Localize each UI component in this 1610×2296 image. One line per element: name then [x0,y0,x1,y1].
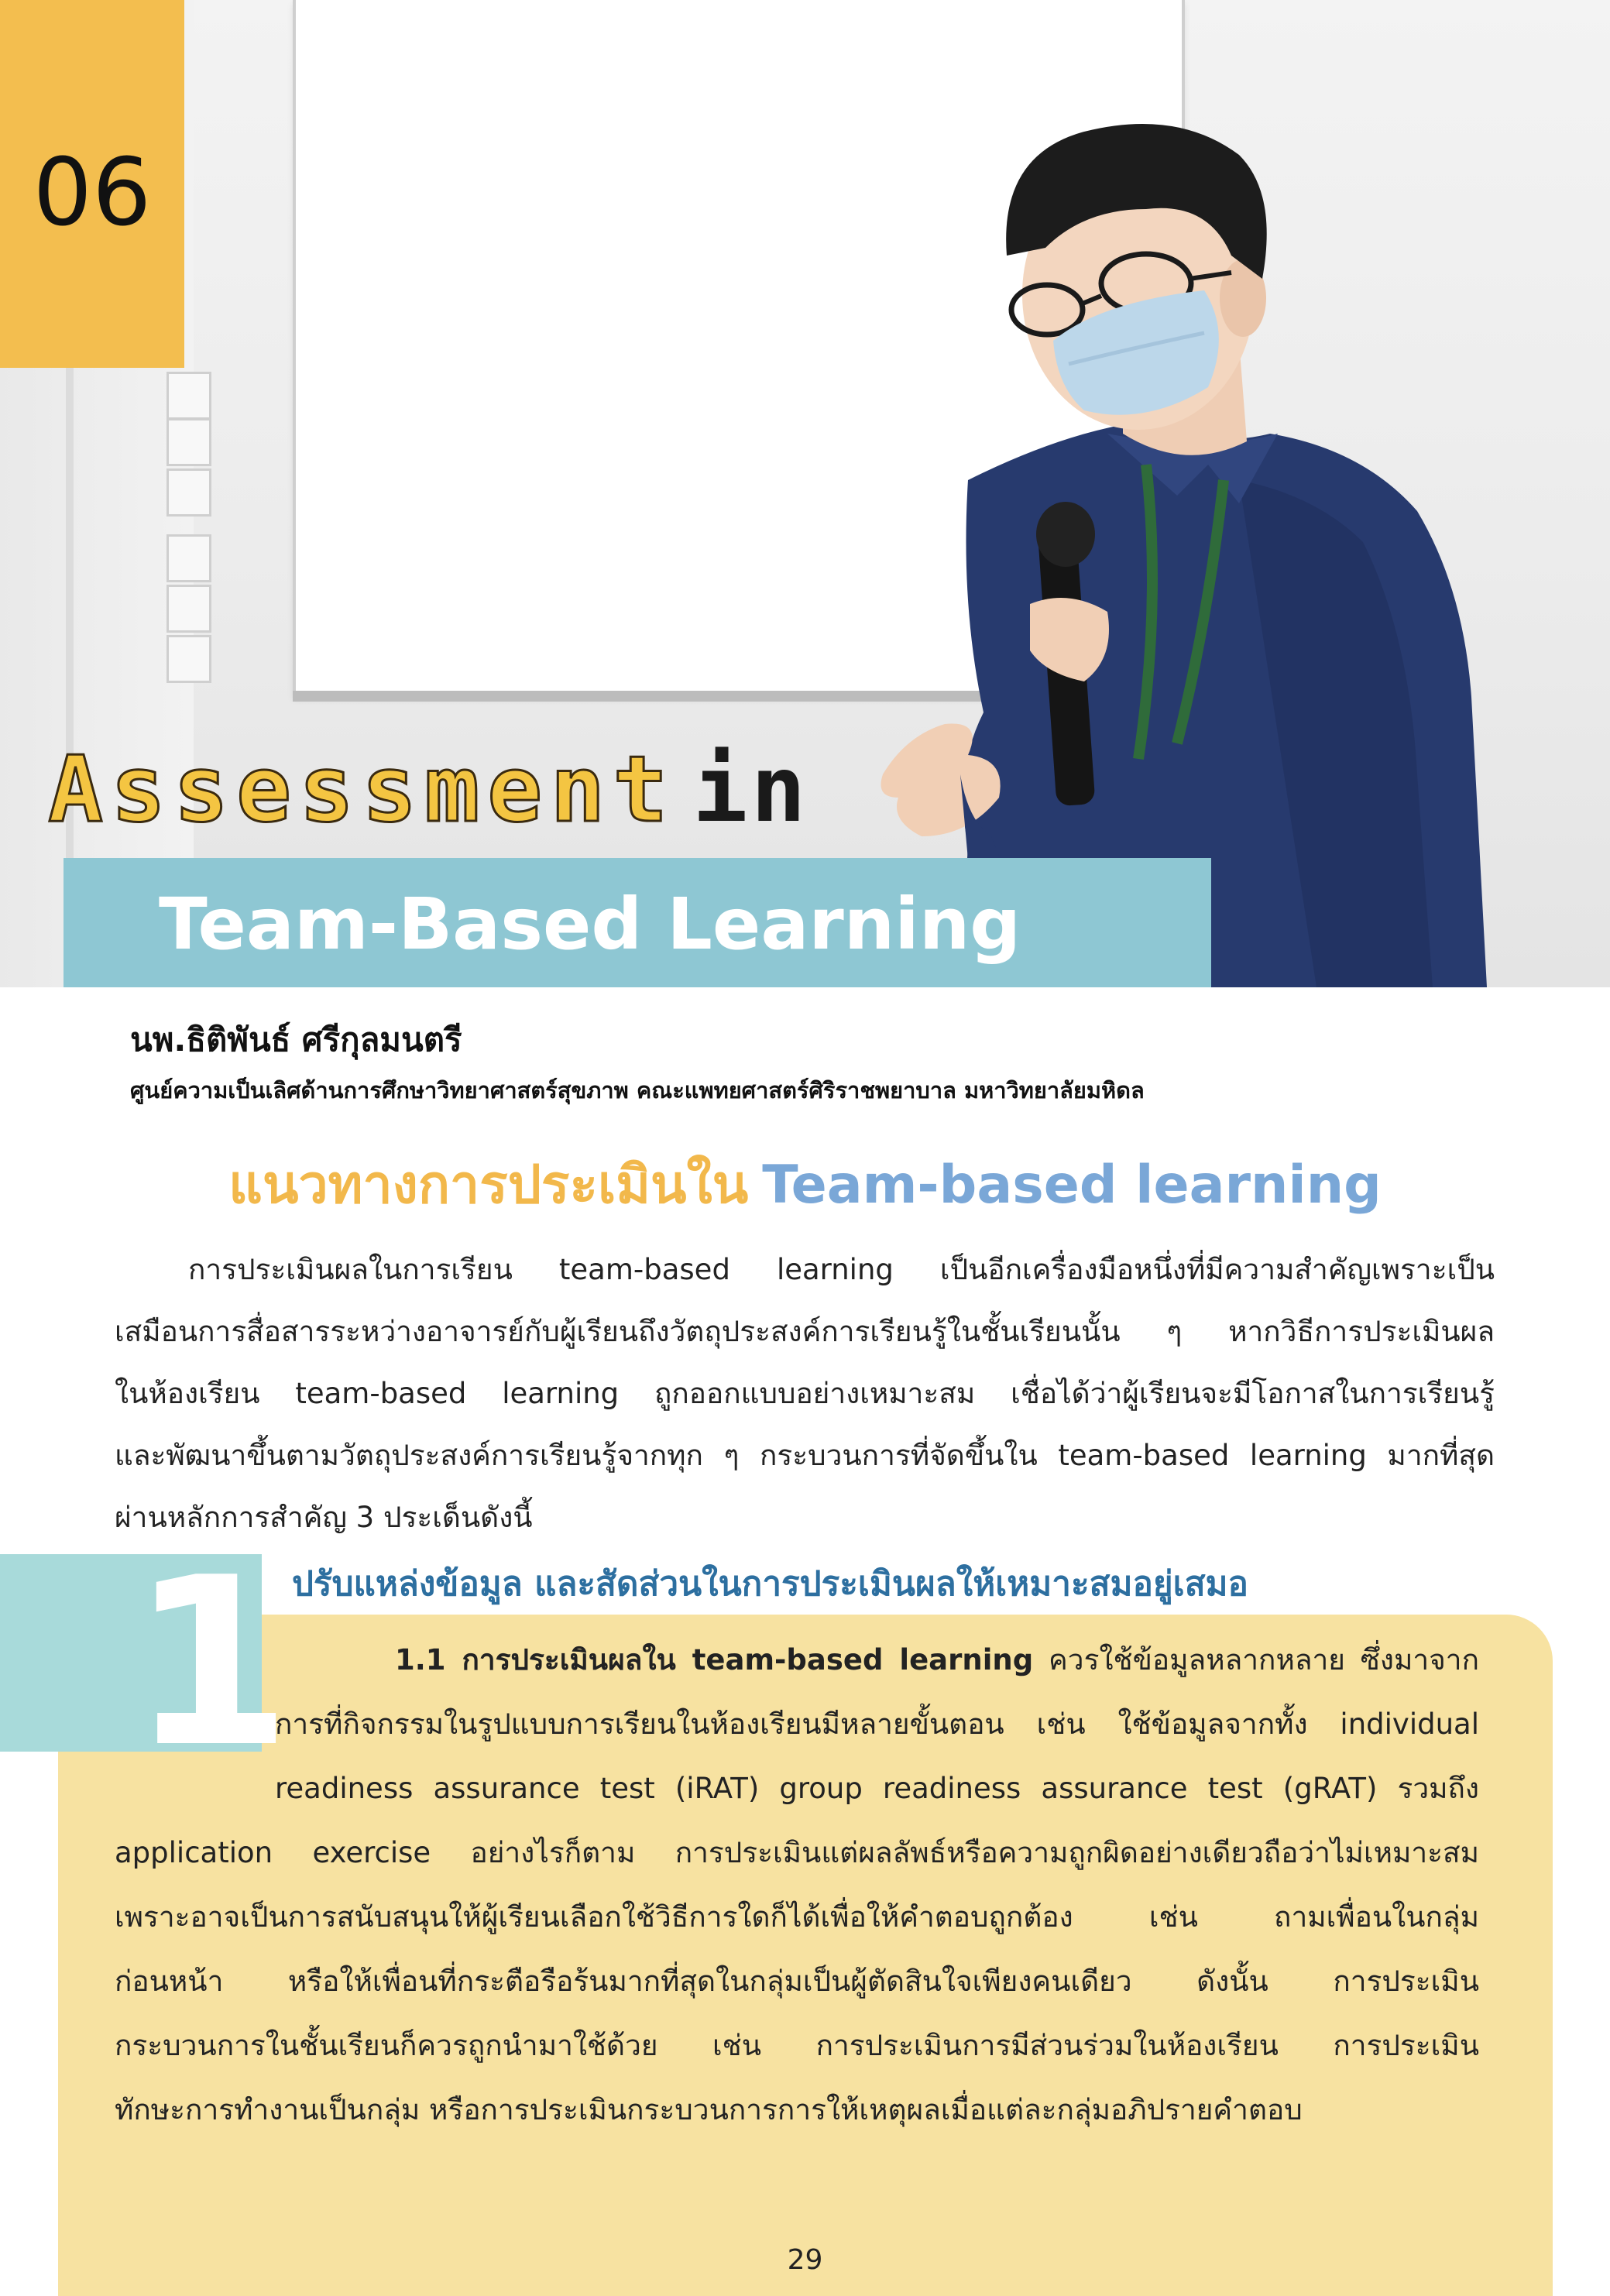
title-word-in: in [692,736,809,843]
page-number: 29 [787,2244,823,2276]
point-subhead-line [115,1628,1479,1692]
article-title-line2: Team-Based Learning [159,883,1021,966]
point-body-line: ทักษะการทำงานเป็นกลุ่ม หรือการประเมินกระบวนการการให้เหตุผลเมื่อแต่ละกลุ่มอภิปรายคำตอบ [115,2093,1303,2126]
article-title-line1 [48,736,809,843]
point-body-line: การที่กิจกรรมในรูปแบบการเรียนในห้องเรียนมีหลายขั้นตอน เช่น ใช้ข้อมูลจากทั้ง individual [275,1707,1479,1741]
section-heading [0,1142,1610,1226]
point-body-line: application exercise อย่างไรก็ตาม การประเมินแต่ผลลัพธ์หรือความถูกผิดอย่างเดียวถือว่าไม่เหมาะสม [115,1836,1479,1869]
point-title: ปรับแหล่งข้อมูล และสัดส่วนในการประเมินผลให้เหมาะสมอยู่เสมอ [292,1564,1248,1604]
intro-line: เสมือนการสื่อสารระหว่างอาจารย์กับผู้เรียนถึงวัตถุประสงค์การเรียนรู้ในชั้นเรียนนั้น ๆ หากวิธีการประเมินผล [115,1315,1495,1348]
intro-line: และพัฒนาขึ้นตามวัตถุประสงค์การเรียนรู้จากทุก ๆ กระบวนการที่จัดขึ้นใน team-based learning มากที่สุด [115,1439,1495,1472]
subhead-label: 1.1 การประเมินผลใน team-based learning [395,1643,1034,1677]
intro-line: ในห้องเรียน team-based learning ถูกออกแบบอย่างเหมาะสม เชื่อได้ว่าผู้เรียนจะมีโอกาสในการเรียนรู้ [115,1377,1495,1410]
subhead-rest: ควรใช้ข้อมูลหลากหลาย ซึ่งมาจาก [1033,1643,1479,1677]
intro-paragraph [115,1239,1495,1549]
point-body-line: กระบวนการในชั้นเรียนก็ควรถูกนำมาใช้ด้วย เช่น การประเมินการมีส่วนร่วมในห้องเรียน การประเมิน [115,2029,1479,2062]
title-word-assessment: Assessment [48,736,676,843]
section-heading-english: Team-based learning [762,1155,1382,1216]
point-number: 1 [130,1528,292,1798]
chapter-badge [0,0,184,368]
author-affiliation: ศูนย์ความเป็นเลิศด้านการศึกษาวิทยาศาสตร์สุขภาพ คณะแพทยศาสตร์ศิริราชพยาบาล มหาวิทยาลัยมหิดล [130,1077,1145,1103]
section-heading-thai: แนวทางการประเมินใน [228,1155,749,1216]
point-body-line: ก่อนหน้า หรือให้เพื่อนที่กระตือรือร้นมากที่สุดในกลุ่มเป็นผู้ตัดสินใจเพียงคนเดียว ดังนั้น การประเมิน [115,1965,1479,1998]
author-name: นพ.ธิติพันธ์ ศรีกุลมนตรี [130,1021,462,1059]
point-body-line: readiness assurance test (iRAT) group readiness assurance test (gRAT) รวมถึง [275,1772,1479,1805]
intro-line: การประเมินผลในการเรียน team-based learning เป็นอีกเครื่องมือหนึ่งที่มีความสำคัญเพราะเป็น [188,1253,1495,1286]
point-body [115,1628,1479,2142]
chapter-number: 06 [33,139,152,247]
intro-line: ผ่านหลักการสำคัญ 3 ประเด็นดังนี้ [115,1501,533,1534]
point-body-line: เพราะอาจเป็นการสนับสนุนให้ผู้เรียนเลือกใช้วิธีการใดก็ได้เพื่อให้คำตอบถูกต้อง เช่น ถามเพื่อนในกลุ่ม [115,1900,1479,1934]
